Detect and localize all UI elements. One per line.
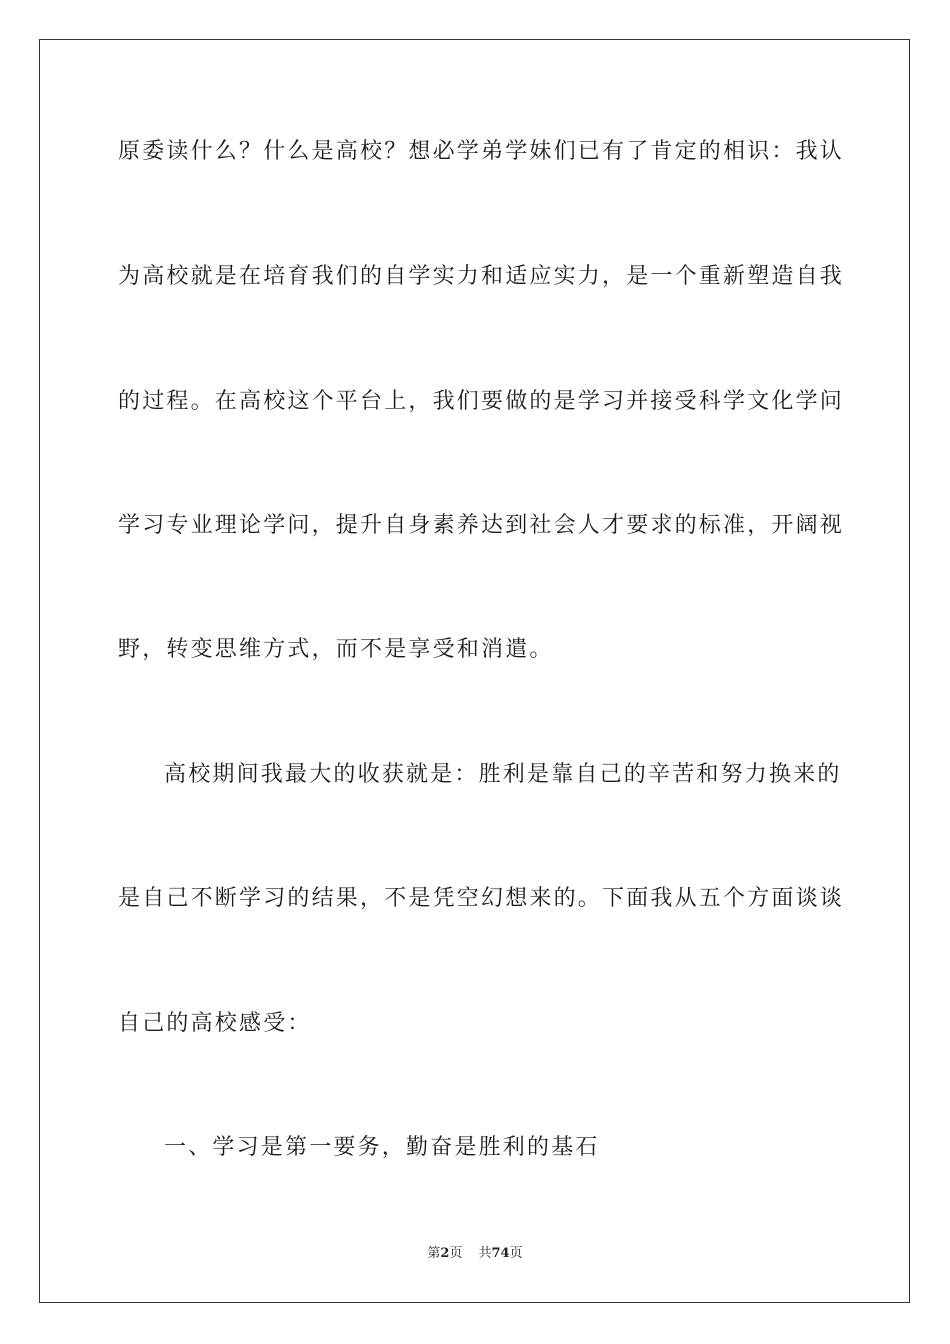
total-prefix: 共 <box>478 1246 492 1261</box>
text-line-5: 野，转变思维方式，而不是享受和消遣。 <box>118 637 554 662</box>
text-line-2: 为高校就是在培育我们的自学实力和适应实力，是一个重新塑造自我 <box>118 264 845 289</box>
text-line-8: 自己的高校感受： <box>118 1011 312 1036</box>
page-prefix: 第 <box>427 1246 441 1261</box>
text-line-1: 原委读什么？什么是高校？想必学弟学妹们已有了肯定的相识：我认 <box>118 139 845 164</box>
page-frame <box>39 39 910 1303</box>
page-number: 2 <box>440 1246 450 1261</box>
total-pages: 74 <box>491 1246 510 1261</box>
text-line-7: 是自己不断学习的结果，不是凭空幻想来的。下面我从五个方面谈谈 <box>118 886 845 911</box>
page-suffix: 页 <box>449 1246 463 1261</box>
section-heading: 一、学习是第一要务，勤奋是胜利的基石 <box>164 1135 600 1160</box>
total-suffix: 页 <box>509 1246 523 1261</box>
text-line-3: 的过程。在高校这个平台上，我们要做的是学习并接受科学文化学问 <box>118 389 845 414</box>
page-footer <box>0 1245 950 1263</box>
text-line-6: 高校期间我最大的收获就是：胜利是靠自己的辛苦和努力换来的 <box>164 762 842 787</box>
text-line-4: 学习专业理论学问，提升自身素养达到社会人才要求的标准，开阔视 <box>118 513 845 538</box>
